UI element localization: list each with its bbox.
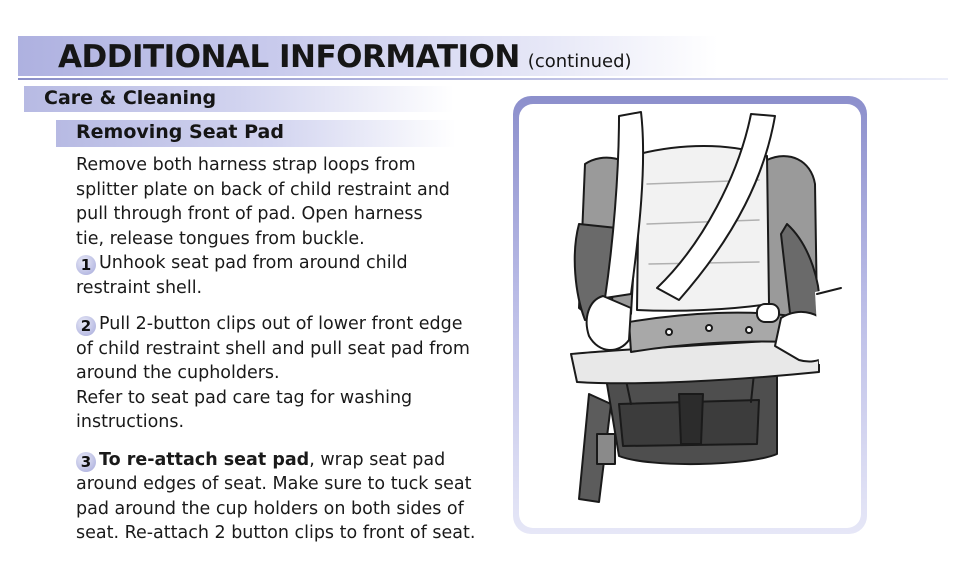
step-number-icon: 2 — [76, 316, 96, 336]
step-line: around edges of seat. Make sure to tuck seat — [76, 474, 472, 494]
step-line: around the cupholders. — [76, 363, 280, 383]
step-line: seat. Re-attach 2 button clips to front of seat. — [76, 523, 476, 543]
intro-line: splitter plate on back of child restraint and — [76, 179, 450, 200]
intro-line: pull through front of pad. Open harness — [76, 204, 423, 224]
step-line: of child restraint shell and pull seat pad from — [76, 338, 470, 359]
intro-line: tie, release tongues from buckle. — [76, 228, 365, 249]
step-line: Pull 2-button clips out of lower front edge — [99, 314, 463, 334]
step-line: , wrap seat pad — [309, 449, 446, 470]
header-rule — [18, 78, 948, 80]
instructions — [76, 153, 506, 546]
step-line: Unhook seat pad from around child — [99, 253, 408, 273]
step-1 — [76, 251, 506, 300]
step-number-icon: 3 — [76, 452, 96, 472]
illustration-panel — [519, 104, 861, 528]
subsection-title: Removing Seat Pad — [76, 121, 284, 143]
car-seat-illustration — [519, 104, 861, 528]
step-2 — [76, 312, 506, 435]
page-title-main: ADDITIONAL INFORMATION — [58, 39, 520, 75]
intro-paragraph — [76, 153, 506, 251]
step-line: pad around the cup holders on both sides of — [76, 498, 464, 519]
page-title-continued: (continued) — [527, 51, 632, 72]
step-line: restraint shell. — [76, 277, 203, 298]
illustration-frame — [513, 96, 867, 534]
section-title: Care & Cleaning — [44, 87, 217, 109]
step-3 — [76, 448, 506, 546]
step-note: instructions. — [76, 412, 185, 432]
step-bold-lead: To re-attach seat pad — [99, 449, 310, 470]
intro-line: Remove both harness strap loops from — [76, 155, 416, 175]
step-note: Refer to seat pad care tag for washing — [76, 387, 413, 408]
page-title — [58, 39, 632, 75]
step-number-icon: 1 — [76, 255, 96, 275]
